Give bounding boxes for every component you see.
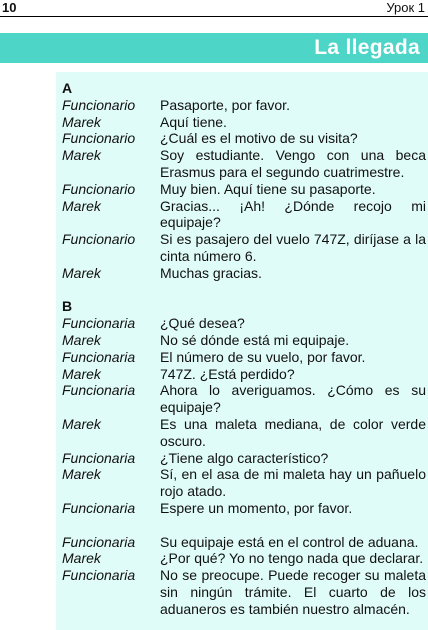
dialog-line bbox=[62, 382, 426, 416]
speaker: Marek bbox=[62, 113, 101, 130]
dialog-line bbox=[62, 114, 426, 131]
speaker: Marek bbox=[62, 331, 101, 348]
utterance: ¿Qué desea? bbox=[160, 315, 245, 332]
speaker: Marek bbox=[62, 197, 101, 214]
section-gap bbox=[62, 517, 426, 534]
dialog-line bbox=[62, 265, 426, 282]
utterance: No se preocupe. Puede recoger su maleta sin ningún trámite. El cuarto de los aduaneros es también nuestro almacén. bbox=[160, 567, 426, 617]
utterance: ¿Cuál es el motivo de su visita? bbox=[160, 130, 358, 147]
dialog-line bbox=[62, 466, 426, 500]
dialog-line bbox=[62, 332, 426, 349]
utterance: 747Z. ¿Está perdido? bbox=[160, 365, 295, 382]
utterance: El número de su vuelo, por favor. bbox=[160, 348, 366, 365]
speaker: Marek bbox=[62, 466, 101, 483]
lesson-label: Урок 1 bbox=[386, 0, 425, 15]
speaker: Funcionario bbox=[62, 231, 136, 248]
utterance: Si es pasajero del vuelo 747Z, diríjase a la cinta número 6. bbox=[160, 231, 426, 264]
speaker: Funcionario bbox=[62, 96, 136, 113]
speaker: Funcionaria bbox=[62, 533, 136, 550]
dialog-line bbox=[62, 567, 426, 617]
dialog bbox=[62, 80, 426, 618]
chapter-title: La llegada bbox=[314, 36, 420, 59]
utterance: Es una maleta mediana, de color verde oscuro. bbox=[160, 415, 426, 449]
utterance: Espere un momento, por favor. bbox=[160, 499, 353, 516]
speaker: Funcionaria bbox=[62, 449, 136, 466]
dialog-line bbox=[62, 349, 426, 366]
dialog-line bbox=[62, 130, 426, 147]
section-gap bbox=[62, 282, 426, 299]
speaker: Funcionario bbox=[62, 180, 136, 197]
section-heading-b: B bbox=[62, 298, 73, 315]
speaker: Marek bbox=[62, 365, 101, 382]
section-heading-a: A bbox=[62, 80, 73, 96]
utterance: Pasaporte, por favor. bbox=[160, 96, 290, 113]
dialog-line bbox=[62, 416, 426, 450]
utterance: Aquí tiene. bbox=[160, 113, 227, 130]
dialog-line bbox=[62, 97, 426, 114]
dialog-line bbox=[62, 231, 426, 265]
utterance: ¿Por qué? Yo no tengo nada que declarar. bbox=[160, 550, 424, 567]
speaker: Funcionaria bbox=[62, 499, 136, 516]
utterance: Soy estudiante. Vengo con una beca Erasmus para el segundo cuatrimestre. bbox=[160, 147, 426, 180]
dialog-line bbox=[62, 315, 426, 332]
dialog-line bbox=[62, 366, 426, 383]
page-number: 10 bbox=[2, 0, 17, 15]
speaker: Funcionaria bbox=[62, 315, 136, 332]
dialog-line bbox=[62, 198, 426, 232]
speaker: Marek bbox=[62, 147, 101, 164]
utterance: Ahora lo averiguamos. ¿Cómo es su equipaje? bbox=[160, 382, 426, 416]
dialog-line bbox=[62, 534, 426, 551]
title-band bbox=[0, 33, 428, 63]
page-header bbox=[0, 0, 428, 17]
speaker: Marek bbox=[62, 264, 101, 281]
speaker: Funcionaria bbox=[62, 382, 136, 399]
dialog-line bbox=[62, 550, 426, 567]
speaker: Funcionario bbox=[62, 130, 136, 147]
speaker: Marek bbox=[62, 550, 101, 567]
utterance: ¿Tiene algo característico? bbox=[160, 449, 329, 466]
utterance: Muy bien. Aquí tiene su pasaporte. bbox=[160, 180, 376, 197]
utterance: Su equipaje está en el control de aduana. bbox=[160, 533, 419, 550]
utterance: Sí, en el asa de mi maleta hay un pañuelo rojo atado. bbox=[160, 466, 426, 500]
speaker: Funcionaria bbox=[62, 567, 136, 584]
speaker: Funcionaria bbox=[62, 348, 136, 365]
dialog-line bbox=[62, 147, 426, 181]
utterance: No sé dónde está mi equipaje. bbox=[160, 331, 350, 348]
dialog-line bbox=[62, 500, 426, 517]
dialog-line bbox=[62, 181, 426, 198]
utterance: Gracias... ¡Ah! ¿Dónde recojo mi equipaje? bbox=[160, 197, 426, 231]
speaker: Marek bbox=[62, 415, 101, 432]
utterance: Muchas gracias. bbox=[160, 264, 262, 281]
dialog-line bbox=[62, 450, 426, 467]
